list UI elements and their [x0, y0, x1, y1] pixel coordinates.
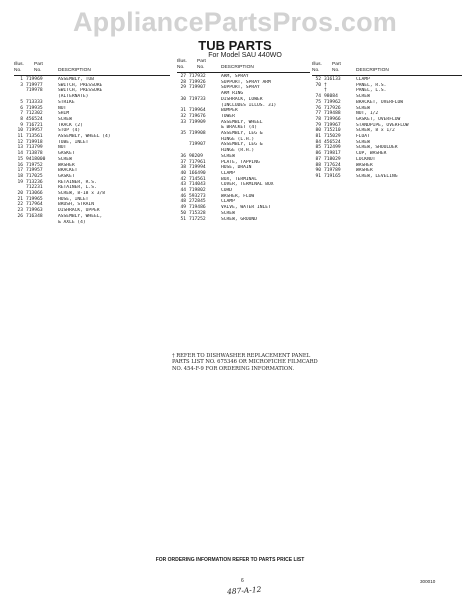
illus-number: 48 [180, 199, 186, 205]
watermark: AppliancePartsPros.com [72, 7, 397, 37]
parts-row [177, 217, 310, 223]
part-number: 713799 [26, 145, 43, 151]
illus-number: 76 [315, 105, 321, 111]
part-description: SWITCH, PRESSURE [58, 82, 103, 88]
part-description: SCREW, 8-18 x 3/8 [58, 191, 106, 197]
part-description: VALVE, WATER INLET [221, 205, 271, 211]
part-description: STRIKE [58, 99, 75, 105]
part-description: & BRACKET (4) [221, 125, 257, 131]
part-number: 717025 [26, 173, 43, 179]
illus-number: 77 [315, 111, 321, 117]
header-no-label: No. [14, 68, 22, 73]
part-number: 719733 [189, 96, 206, 102]
part-number: 712302 [26, 111, 43, 117]
part-number: 717624 [324, 162, 341, 168]
part-number: 719967 [324, 122, 341, 128]
illus-number: 50 [180, 210, 186, 216]
column-header [14, 62, 170, 76]
illus-number: 22 [17, 202, 23, 208]
part-description: WASHER, FLOW [221, 193, 255, 199]
model-subtitle: For Model SAU 440WO [208, 52, 282, 59]
illus-number: 3 [20, 82, 23, 88]
header-no-label: No. [177, 65, 185, 70]
part-number: 713878 [26, 151, 43, 157]
part-number: † [324, 88, 327, 94]
part-number [26, 220, 58, 226]
part-description: DISHRACK, LOWER [221, 96, 263, 102]
document-number: 300010 [420, 579, 436, 584]
header-description-label: DESCRIPTION [221, 65, 254, 70]
part-description: BOX, TERMINAL [221, 176, 257, 182]
illus-number: 8 [20, 116, 23, 122]
part-description: GASKET [58, 173, 75, 179]
illus-number: 16 [17, 162, 23, 168]
part-number: 714043 [189, 182, 206, 188]
illus-number: 84 [315, 139, 321, 145]
part-number: 719926 [189, 79, 206, 85]
part-number: 272845 [189, 199, 206, 205]
part-description: CORD [221, 188, 233, 194]
header-illus-label: Illus. [312, 62, 322, 67]
illus-number: 21 [17, 196, 23, 202]
column-header [177, 59, 310, 73]
part-description: NUT, 1/2 [356, 111, 379, 117]
illus-number: 70 [315, 82, 321, 88]
part-number: 719752 [26, 162, 43, 168]
illus-number: 74 [315, 94, 321, 100]
part-description: CLAMP [221, 170, 235, 176]
illus-number: 44 [180, 188, 186, 194]
illus-number: 10 [17, 128, 23, 134]
part-number: 98084 [324, 94, 338, 100]
part-number: 719957 [26, 168, 43, 174]
illus-number: 88 [315, 162, 321, 168]
part-description: SCREW [356, 105, 370, 111]
part-number: 719676 [189, 113, 206, 119]
part-description: WASHER [356, 162, 373, 168]
header-part-label: Part [34, 62, 43, 67]
part-description: SUPPORT, SPRAY [221, 85, 260, 91]
part-number: 718029 [324, 156, 341, 162]
part-number: 719918 [26, 139, 43, 145]
illus-number: 11 [17, 134, 23, 140]
illus-number: 1 [20, 77, 23, 82]
illus-number: 49 [180, 205, 186, 211]
part-number: 713333 [26, 99, 43, 105]
illus-number: 17 [17, 168, 23, 174]
part-number: 714561 [189, 176, 206, 182]
illus-number: 13 [17, 145, 23, 151]
part-description: HOSE, DRAIN [221, 165, 252, 171]
part-description: PLATE, TAPPING [221, 159, 260, 165]
part-description: NUT [58, 145, 67, 151]
part-description: GASKET, OVERFLOW [356, 116, 401, 122]
part-description: HOSE, INLET [58, 196, 89, 202]
part-number: 456524 [324, 139, 341, 145]
header-partno-label: No. [34, 68, 42, 73]
parts-column-3 [312, 62, 462, 180]
part-number: 719907 [189, 85, 206, 91]
part-number: 719962 [324, 99, 341, 105]
parts-column-2 [177, 59, 310, 222]
part-number: 715210 [324, 128, 341, 134]
part-number: 719965 [26, 196, 43, 202]
header-no-label: No. [312, 68, 320, 73]
part-description: (INCLUDES ILLUS. 31) [221, 102, 277, 108]
part-description: SCREW, 8 x 1/2 [356, 128, 395, 134]
part-description: HINGE (L.H.) [221, 136, 255, 142]
parts-column-1 [14, 62, 170, 225]
part-number: 717926 [324, 105, 341, 111]
handwritten-annotation: 487-A-12 [226, 584, 262, 597]
part-description: ARM, SPRAY [221, 74, 249, 79]
part-number: 719165 [324, 173, 341, 179]
part-description: DISHRACK, UPPER [58, 208, 100, 214]
part-number: 719964 [189, 108, 206, 114]
part-description: TRACK (2) [58, 122, 83, 128]
part-description: WASHER [356, 168, 373, 174]
illus-number: 51 [180, 216, 186, 222]
part-number: 719966 [324, 116, 341, 122]
part-number: 715328 [189, 210, 206, 216]
part-description: SCREW [356, 94, 370, 100]
part-description: ASSEMBLY, WHEEL [221, 119, 263, 125]
part-description: SCREW [58, 156, 72, 162]
part-number: 712499 [324, 145, 341, 151]
part-number: 717252 [189, 216, 206, 222]
part-number: 719486 [189, 205, 206, 211]
header-description-label: DESCRIPTION [356, 68, 389, 73]
illus-number: 14 [17, 151, 23, 157]
part-number: 717964 [26, 202, 43, 208]
part-description: PANEL, L.S. [356, 88, 387, 94]
illus-number: 7 [20, 111, 23, 117]
illus-number: 81 [315, 134, 321, 140]
header-part-label: Part [197, 59, 206, 64]
part-description: LOCKNUT [356, 156, 376, 162]
illus-number: 52 [315, 77, 321, 82]
header-part-label: Part [332, 62, 341, 67]
illus-number: 32 [180, 113, 186, 119]
part-number: 719908 [189, 131, 206, 137]
part-number: 716721 [26, 122, 43, 128]
part-number: 715029 [324, 134, 341, 140]
header-partno-label: No. [332, 68, 340, 73]
part-description: CLAMP [356, 77, 370, 82]
part-description: NUT [58, 105, 67, 111]
part-number: 713066 [26, 191, 43, 197]
part-number: 719817 [324, 151, 341, 157]
part-description: SHIM [58, 111, 70, 117]
part-description: BRACKET, OVERFLOW [356, 99, 404, 105]
illus-number: 19 [17, 179, 23, 185]
part-description: TOWER [221, 113, 235, 119]
illus-number: 9 [20, 122, 23, 128]
part-description: SCREW [356, 139, 370, 145]
part-description: ARM RING [221, 91, 244, 97]
illus-number: 87 [315, 156, 321, 162]
part-description: CUP, WASHER [356, 151, 387, 157]
part-number: 719802 [189, 188, 206, 194]
illus-number: 43 [180, 182, 186, 188]
part-number: 713236 [26, 179, 43, 185]
illus-number: 37 [180, 159, 186, 165]
part-description: (ALTERNATE) [58, 94, 89, 100]
part-number: 719789 [324, 168, 341, 174]
illus-number: 38 [180, 165, 186, 171]
illus-number: 15 [17, 156, 23, 162]
part-number: 719994 [189, 165, 206, 171]
part-number: 719488 [324, 111, 341, 117]
illus-number: 5 [20, 99, 23, 105]
page-title: TUB PARTS [198, 38, 272, 53]
part-number: 98209 [189, 153, 203, 159]
page-number: 6 [241, 578, 244, 584]
part-number: 719907 [189, 142, 206, 148]
part-number: 719963 [26, 208, 43, 214]
part-number: 719957 [26, 128, 43, 134]
column-header [312, 62, 462, 76]
part-description: BUMPER [221, 108, 238, 114]
header-illus-label: Illus. [14, 62, 24, 67]
illus-number: 36 [180, 153, 186, 159]
illus-number: 18 [17, 173, 23, 179]
illus-number [14, 220, 23, 226]
part-description: ASSEMBLY, TUB [58, 77, 94, 82]
illus-number: 86 [315, 151, 321, 157]
part-description: RETAINER, R.S. [58, 179, 97, 185]
illus-number: 30 [180, 96, 186, 102]
part-description: SCREW, GROUND [221, 216, 257, 222]
illus-number: 46 [180, 193, 186, 199]
illus-number: 85 [315, 145, 321, 151]
illus-number: 28 [180, 79, 186, 85]
illus-number: 6 [20, 105, 23, 111]
illus-number: 78 [315, 116, 321, 122]
part-description: SCREW, SHOULDER [356, 145, 398, 151]
ordering-footer: FOR ORDERING INFORMATION REFER TO PARTS PRICE LIST [155, 557, 305, 563]
part-description: WASHER [58, 162, 75, 168]
part-description: FLOAT [356, 134, 370, 140]
header-description-label: DESCRIPTION [58, 68, 91, 73]
part-description: GASKET [58, 151, 75, 157]
illus-number: 91 [315, 173, 321, 179]
illus-number: 31 [180, 108, 186, 114]
part-number: 717932 [189, 74, 206, 79]
part-description: ASSEMBLY, LEG & [221, 142, 263, 148]
illus-number: 90 [315, 168, 321, 174]
part-description: & AXLE (4) [58, 219, 86, 225]
part-description: SWITCH, PRESSURE [58, 88, 103, 94]
part-description: BRACKET [58, 168, 78, 174]
part-number: 713561 [26, 134, 43, 140]
part-description: ASSEMBLY, WHEEL, [58, 213, 103, 219]
part-description: PANEL, R.S. [356, 82, 387, 88]
part-number: 166490 [189, 170, 206, 176]
illus-number: 75 [315, 99, 321, 105]
part-description: SCREW, LEVELING [356, 173, 398, 179]
illus-number: 33 [180, 119, 186, 125]
part-number: † [324, 82, 327, 88]
part-number: 593273 [189, 193, 206, 199]
part-number: 716348 [26, 213, 43, 219]
illus-number: 20 [17, 191, 23, 197]
header-partno-label: No. [197, 65, 205, 70]
illus-number: 35 [180, 131, 186, 137]
part-description: TUBE, INLET [58, 139, 89, 145]
part-description: STOP (4) [58, 128, 81, 134]
part-description: SUPPORT, SPRAY ARM [221, 79, 271, 85]
part-description: SCREW [221, 153, 235, 159]
part-number: 719978 [26, 88, 43, 94]
illus-number: 79 [315, 122, 321, 128]
part-description: SCREW [221, 210, 235, 216]
illus-number: 29 [180, 85, 186, 91]
part-number: 719935 [26, 105, 43, 111]
part-number: 717961 [189, 159, 206, 165]
illus-number: 80 [315, 128, 321, 134]
part-number: 719969 [26, 77, 43, 82]
part-description: COVER, TERMINAL BOX [221, 182, 274, 188]
parts-row [14, 220, 170, 226]
part-number: 719909 [189, 119, 206, 125]
part-description: STANDPIPE, OVERFLOW [356, 122, 409, 128]
part-number: 9418000 [26, 156, 46, 162]
part-description: BRUSH, STRAIN [58, 202, 94, 208]
illus-number: 27 [180, 74, 186, 79]
part-description: SCREW [58, 116, 72, 122]
illus-number: 26 [17, 213, 23, 219]
illus-number: 42 [180, 176, 186, 182]
header-illus-label: Illus. [177, 59, 187, 64]
part-number: 456524 [26, 116, 43, 122]
illus-number: 40 [180, 170, 186, 176]
part-description: ASSEMBLY, WHEEL (4) [58, 134, 111, 140]
part-description: RETAINER, L.S. [58, 185, 97, 191]
part-number: 719977 [26, 82, 43, 88]
illus-number: 23 [17, 208, 23, 214]
part-number: 712231 [26, 185, 43, 191]
part-number: 316133 [324, 77, 341, 82]
part-description: HINGE (R.H.) [221, 148, 255, 154]
part-description: CLAMP [221, 199, 235, 205]
illus-number: 12 [17, 139, 23, 145]
part-description: ASSEMBLY, LEG & [221, 131, 263, 137]
replacement-panel-note: † REFER TO DISHWASHER REPLACEMENT PANEL PARTS LIST NO. 675346 OR MICROFICHE FILMCARD NO. 454-F-9 FOR ORDERING INFORMATION. [172, 353, 318, 372]
parts-row [312, 174, 462, 180]
